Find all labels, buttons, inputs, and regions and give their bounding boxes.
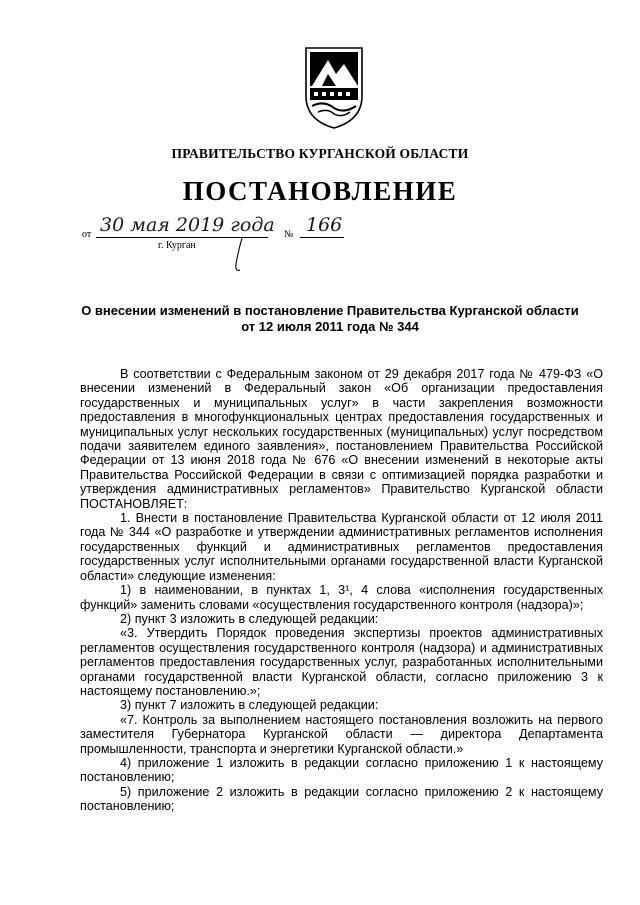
paragraph-subitem-3: 3) пункт 7 изложить в следующей редакции: xyxy=(120,698,379,713)
number-label: № xyxy=(284,229,294,240)
paragraph-item-1: 1. Внести в постановление Правительства Курганской области от 12 июля 2011 года № 344 «О разработке и утверждении административных регламентов исполнения государственных функций и административных регламентов предоставления государственных услуг исполнительными органами государственной власти Курганской области» следующие изменения: xyxy=(80,511,603,583)
paragraph-quote-7: «7. Контроль за выполнением настоящего постановления возложить на первого заместителя Губернатора Курганской области — директора Департамента промышленности, транспорта и энергетики Курганской области.» xyxy=(80,712,603,756)
document-date: 30 мая 2019 года xyxy=(100,214,275,236)
document-type: ПОСТАНОВЛЕНИЕ xyxy=(182,176,458,206)
number-underline xyxy=(300,237,344,238)
paragraph-subitem-4: 4) приложение 1 изложить в редакции согласно приложению 1 к настоящему постановлению; xyxy=(80,755,603,785)
paragraph-preamble: В соответствии с Федеральным законом от 29 декабря 2017 года № 479-ФЗ «О внесении изменений в Федеральный закон «Об организации предоставления государственных и муниципальных услуг» в части закрепления возможности предоставления в многофункциональных центрах предоставления государственных и муниципальных услуг нескольких государственных (муниципальных) услуг посредством подачи заявителем единого заявления», постановлением Правительства Российской Федерации от 13 июня 2018 года № 676 «О внесении изменений в некоторые акты Правительства Российской Федерации в связи с оптимизацией порядка разработки и утверждения административных регламентов» Правительство Курганской области ПОСТАНОВЛЯЕТ: xyxy=(80,367,603,511)
paragraph-subitem-5: 5) приложение 2 изложить в редакции согласно приложению 2 к настоящему постановлению; xyxy=(80,784,603,814)
document-title xyxy=(60,303,600,335)
coat-of-arms-icon xyxy=(300,44,368,130)
city-label: г. Курган xyxy=(158,240,196,251)
paragraph-subitem-2: 2) пункт 3 изложить в следующей редакции: xyxy=(120,611,379,626)
paragraph-quote-3: «3. Утвердить Порядок проведения экспертизы проектов административных регламентов осуществления государственного контроля (надзора) и административных регламентов предоставления государственных услуг, разработанных исполнительными органами государственной власти Курганской области, согласно приложению 3 к настоящему постановлению.»; xyxy=(80,626,603,698)
document-body xyxy=(80,367,603,814)
handwritten-stroke xyxy=(228,236,252,274)
government-name: ПРАВИТЕЛЬСТВО КУРГАНСКОЙ ОБЛАСТИ xyxy=(171,146,469,161)
document-number: 166 xyxy=(306,214,343,236)
title-line-2: от 12 июля 2011 года № 344 xyxy=(241,319,419,334)
from-label: от xyxy=(82,229,92,240)
paragraph-subitem-1: 1) в наименовании, в пунктах 1, 3¹, 4 слова «исполнения государственных функций» заменить словами «осуществления государственного контроля (надзора)»; xyxy=(80,583,603,612)
title-line-1: О внесении изменений в постановление Правительства Курганской области xyxy=(81,303,579,318)
